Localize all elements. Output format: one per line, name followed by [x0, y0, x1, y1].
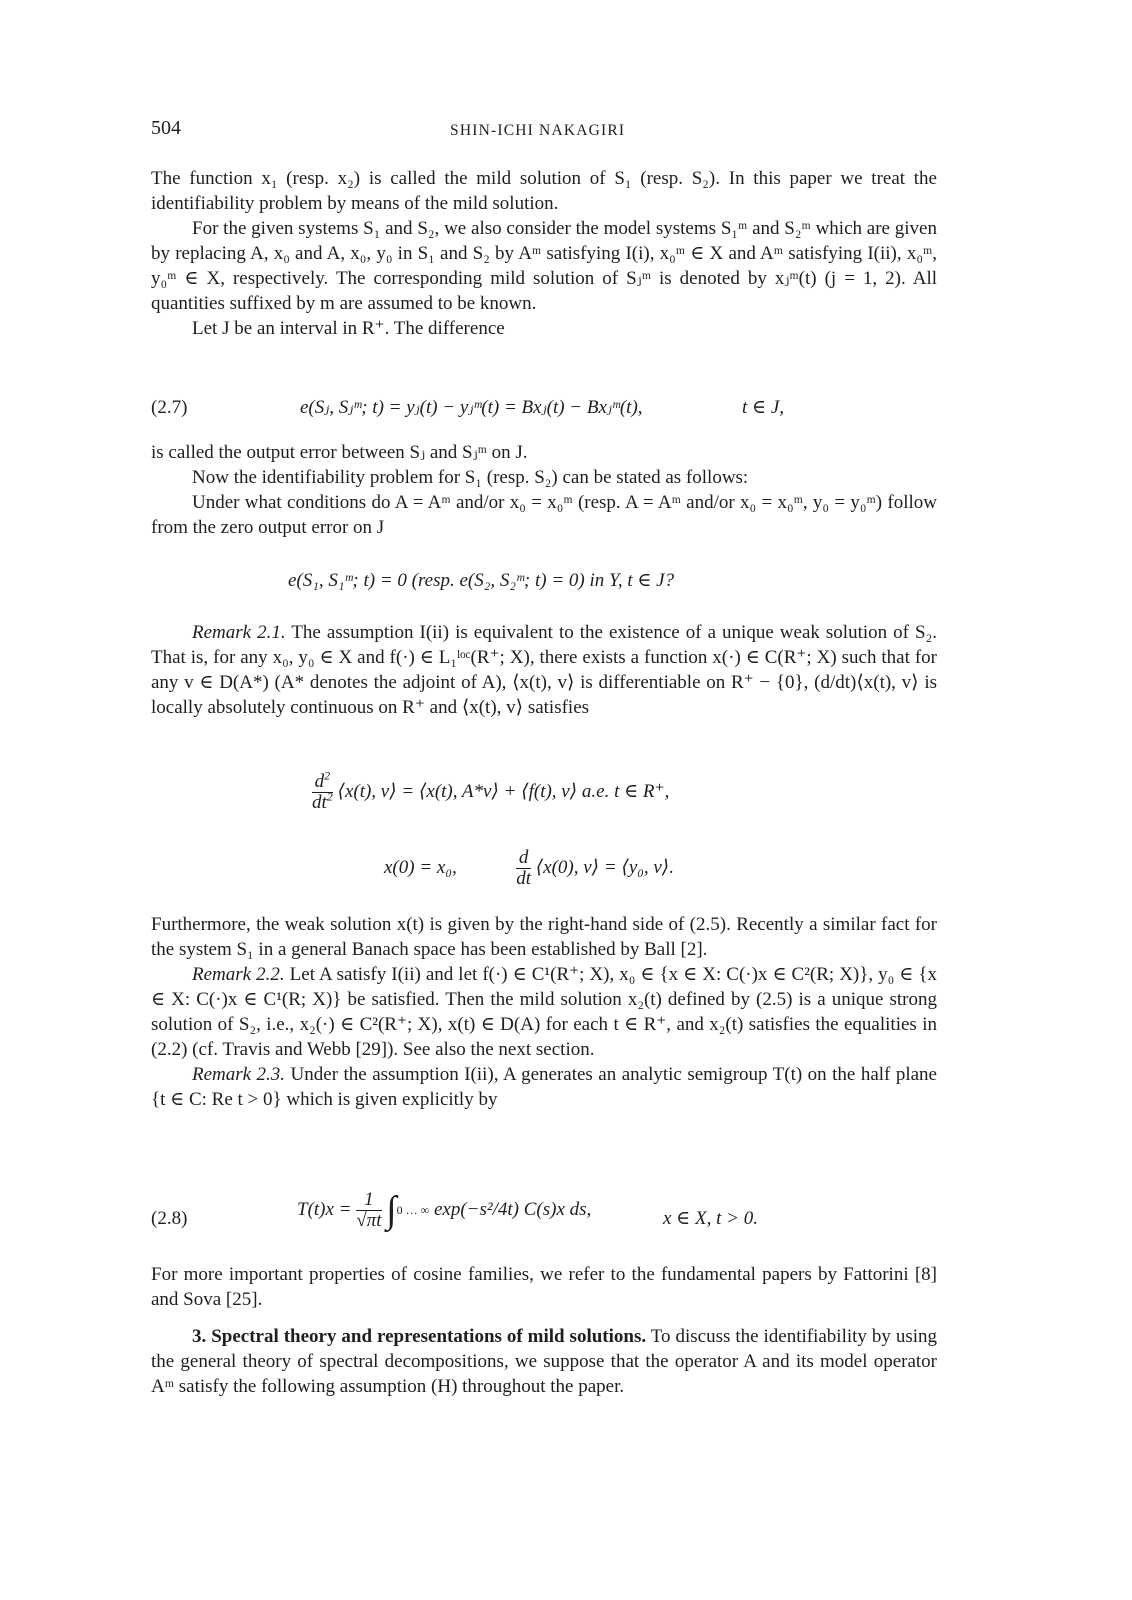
paragraph-8-text: For more important properties of cosine families, we refer to the fundamental papers by Fattorini [8] and Sova [25].	[151, 1264, 937, 1310]
running-header: SHIN-ICHI NAKAGIRI	[450, 122, 626, 139]
equation-2-8: T(t)x = $\frac{1}{√\pi t}$ ∫0 … ∞ exp(−s²/4t) C(s)x ds,	[297, 1189, 592, 1231]
equation-2-8-lhs: T(t)x =	[297, 1198, 352, 1220]
paragraph-1-text: The function x₁ (resp. x₂) is called the mild solution of S₁ (resp. S₂). In this paper we treat the identifiability problem by means of the mild solution.	[151, 168, 937, 214]
section-3-title: 3. Spectral theory and representations of mild solutions.	[192, 1326, 647, 1347]
weak-solution-equation-1: $\frac{d^2}{dt^2}$ ⟨x(t), v⟩ = ⟨x(t), A*v⟩ + ⟨f(t), v⟩ a.e. t ∈ R⁺,	[312, 768, 670, 813]
remark-2-3-title: Remark 2.3.	[192, 1064, 286, 1085]
zero-output-error-equation: e(S₁, S₁ᵐ; t) = 0 (resp. e(S₂, S₂ᵐ; t) = 0) in Y, t ∈ J?	[288, 570, 675, 591]
weak-solution-equation-1-rhs: ⟨x(t), v⟩ = ⟨x(t), A*v⟩ + ⟨f(t), v⟩ a.e. t ∈ R⁺,	[337, 780, 670, 802]
equation-2-8-body: exp(−s²/4t) C(s)x ds,	[433, 1198, 592, 1220]
equation-2-7: e(Sⱼ, Sⱼᵐ; t) = yⱼ(t) − yⱼᵐ(t) = Bxⱼ(t) − Bxⱼᵐ(t),	[300, 397, 643, 418]
paragraph-7	[151, 912, 937, 1112]
paragraph-4-text: is called the output error between Sⱼ and Sⱼᵐ on J.	[151, 442, 528, 463]
paragraph-7-text: Furthermore, the weak solution x(t) is given by the right-hand side of (2.5). Recently a similar fact for the system S₁ in a general Banach space has been established by Ball [2].	[151, 914, 937, 960]
paragraph-2-text: For the given systems S₁ and S₂, we also consider the model systems S₁ᵐ and S₂ᵐ which are given by replacing A, x₀ and A, x₀, y₀ in S₁ and S₂ by Aᵐ satisfying I(i), x₀ᵐ ∈ X and Aᵐ satisfying I(ii), x₀ᵐ, y₀ᵐ ∈ X, respectively. The corresponding mild solution of Sⱼᵐ is denoted by xⱼᵐ(t) (j = 1, 2). All quantities suffixed by m are assumed to be known.	[151, 218, 937, 314]
equation-label-2-7: (2.7)	[151, 397, 188, 418]
weak-solution-initial-value: x(0) = x₀,	[384, 856, 457, 878]
paragraph-4	[151, 440, 937, 540]
integral-sign: ∫	[386, 1189, 397, 1231]
remark-2-1-text: The assumption I(ii) is equivalent to the existence of a unique weak solution of S₂. That is, for any x₀, y₀ ∈ X and f(·) ∈ L₁ˡᵒᶜ(R⁺; X), there exists a function x(·) ∈ C(R⁺; X) such that for any v ∈ D(A*) (A* denotes the adjoint of A), ⟨x(t), v⟩ is differentiable on R⁺ − {0}, (d/dt)⟨x(t), v⟩ is locally absolutely continuous on R⁺ and ⟨x(t), v⟩ satisfies	[151, 622, 937, 718]
remark-2-2-text: Let A satisfy I(ii) and let f(·) ∈ C¹(R⁺; X), x₀ ∈ {x ∈ X: C(·)x ∈ C²(R; X)}, y₀ ∈ {x ∈ X: C(·)x ∈ C¹(R; X)} be satisfied. Then the mild solution x₂(t) defined by (2.5) is a unique strong solution of S₂, i.e., x₂(·) ∈ C²(R⁺; X), x(t) ∈ D(A) for each t ∈ R⁺, and x₂(t) satisfies the equalities in (2.2) (cf. Travis and Webb [29]). See also the next section.	[151, 964, 938, 1060]
remark-2-1-title: Remark 2.1.	[192, 622, 286, 643]
paragraph-3-text: Let J be an interval in R⁺. The difference	[192, 318, 505, 339]
equation-label-2-8: (2.8)	[151, 1208, 188, 1229]
equation-2-8-condition: x ∈ X, t > 0.	[663, 1208, 758, 1229]
paragraph-5-text: Now the identifiability problem for S₁ (resp. S₂) can be stated as follows:	[192, 467, 749, 488]
section-3	[151, 1324, 937, 1399]
section-3-text: To discuss the identifiability by using the general theory of spectral decompositions, we suppose that the operator A and its model operator Aᵐ satisfy the following assumption (H) throughout the paper.	[151, 1326, 937, 1397]
weak-solution-initial-derivative: ⟨x(0), v⟩ = ⟨y₀, v⟩.	[535, 856, 674, 878]
remark-2-1	[151, 620, 937, 720]
remark-2-2-title: Remark 2.2.	[192, 964, 285, 985]
paragraph-1	[151, 166, 937, 341]
weak-solution-equation-2: x(0) = x₀, $\frac{d}{dt}$ ⟨x(0), v⟩ = ⟨y₀, v⟩.	[384, 847, 674, 889]
page-number: 504	[151, 117, 181, 139]
equation-2-7-condition: t ∈ J,	[742, 397, 785, 418]
remark-2-3-text: Under the assumption I(ii), A generates an analytic semigroup T(t) on the half plane {t ∈ C: Re t > 0} which is given explicitly by	[151, 1064, 937, 1110]
paragraph-6-text: Under what conditions do A = Aᵐ and/or x₀ = x₀ᵐ (resp. A = Aᵐ and/or x₀ = x₀ᵐ, y₀ = y₀ᵐ) follow from the zero output error on J	[151, 492, 937, 538]
paragraph-8	[151, 1262, 937, 1312]
